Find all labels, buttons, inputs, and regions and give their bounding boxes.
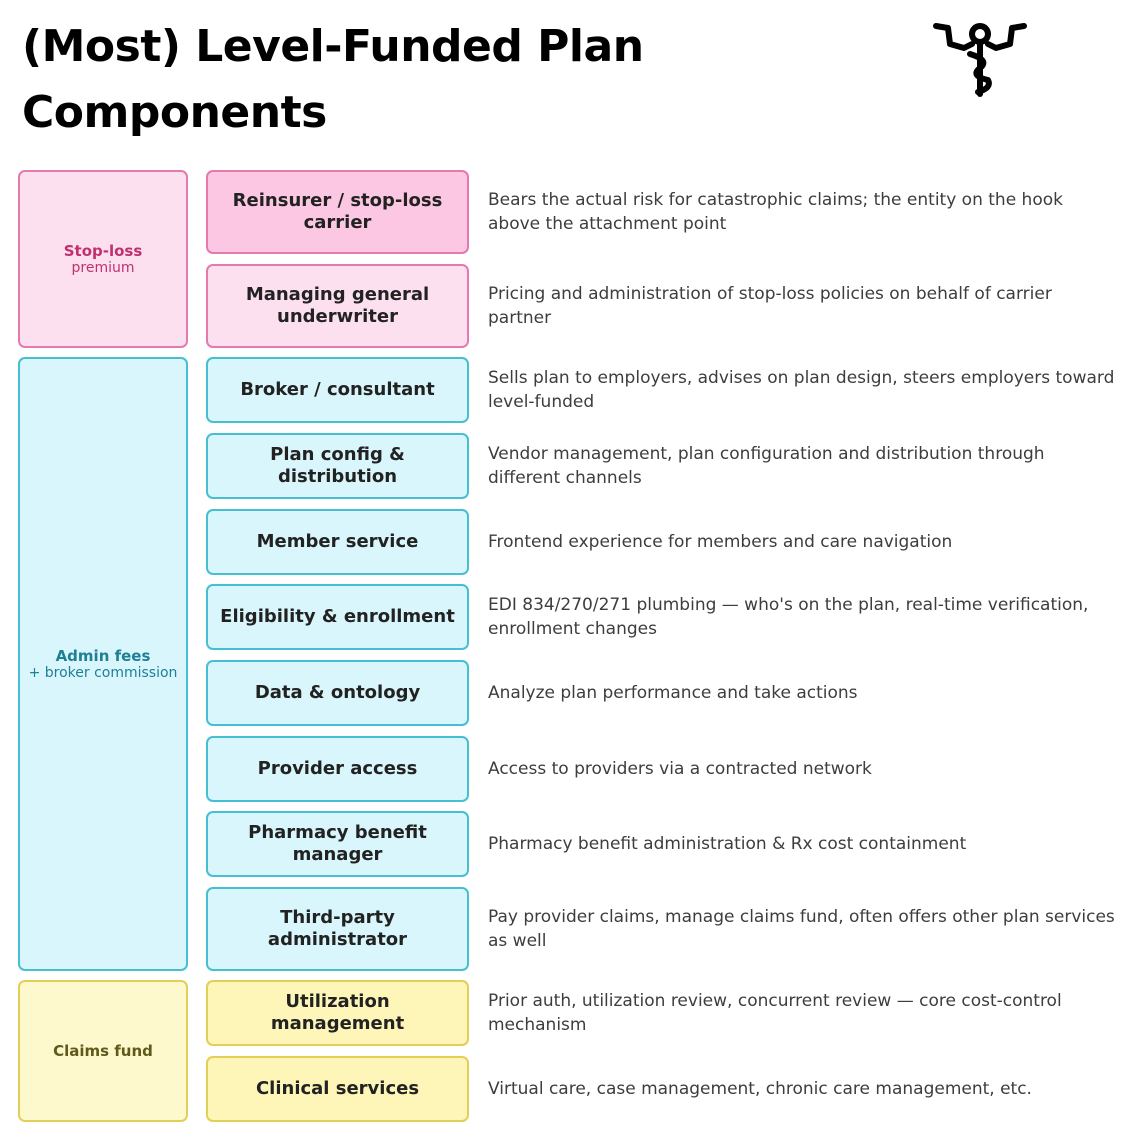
component-tpa: Third-party administrator	[206, 887, 469, 971]
page-title: (Most) Level-Funded Plan Components	[22, 21, 644, 138]
component-description: Sells plan to employers, advises on plan design, steers employers toward level-funded	[488, 368, 1115, 412]
category-stop-loss	[18, 170, 188, 348]
component-description: Virtual care, case management, chronic care management, etc.	[488, 1079, 1032, 1099]
component-mgu: Managing general underwriter	[206, 264, 469, 348]
category-label: Stop-loss	[63, 241, 143, 260]
component-clinical-services: Clinical services	[206, 1056, 469, 1122]
component-description: Pay provider claims, manage claims fund, often offers other plan services as well	[488, 907, 1115, 951]
component-eligibility: Eligibility & enrollment	[206, 584, 469, 650]
component-plan-config: Plan config & distribution	[206, 433, 469, 499]
category-claims-fund	[18, 980, 188, 1122]
component-pbm: Pharmacy benefit manager	[206, 811, 469, 877]
component-description: Pharmacy benefit administration & Rx cost containment	[488, 834, 967, 854]
component-data-ontology: Data & ontology	[206, 660, 469, 726]
caduceus-icon	[930, 18, 1030, 98]
component-utilization-management: Utilization management	[206, 980, 469, 1046]
component-description: Access to providers via a contracted network	[488, 759, 872, 779]
component-member-service: Member service	[206, 509, 469, 575]
category-label: Claims fund	[53, 1042, 153, 1060]
category-sublabel: premium	[71, 259, 135, 276]
category-label: Admin fees	[55, 646, 151, 665]
component-description: Frontend experience for members and care navigation	[488, 532, 953, 552]
component-description: Pricing and administration of stop-loss policies on behalf of carrier partner	[488, 284, 1052, 328]
component-description: Prior auth, utilization review, concurrent review — core cost-control mechanism	[488, 991, 1062, 1035]
component-description: Bears the actual risk for catastrophic claims; the entity on the hook above the attachment point	[488, 190, 1063, 234]
component-description: Vendor management, plan configuration and distribution through different channels	[488, 444, 1045, 488]
component-broker: Broker / consultant	[206, 357, 469, 423]
component-description: Analyze plan performance and take actions	[488, 683, 858, 703]
component-description: EDI 834/270/271 plumbing — who's on the plan, real-time verification, enrollment changes	[488, 595, 1089, 639]
component-provider-access: Provider access	[206, 736, 469, 802]
category-admin-fees	[18, 357, 188, 971]
component-reinsurer: Reinsurer / stop-loss carrier	[206, 170, 469, 254]
category-sublabel: + broker commission	[28, 664, 178, 681]
